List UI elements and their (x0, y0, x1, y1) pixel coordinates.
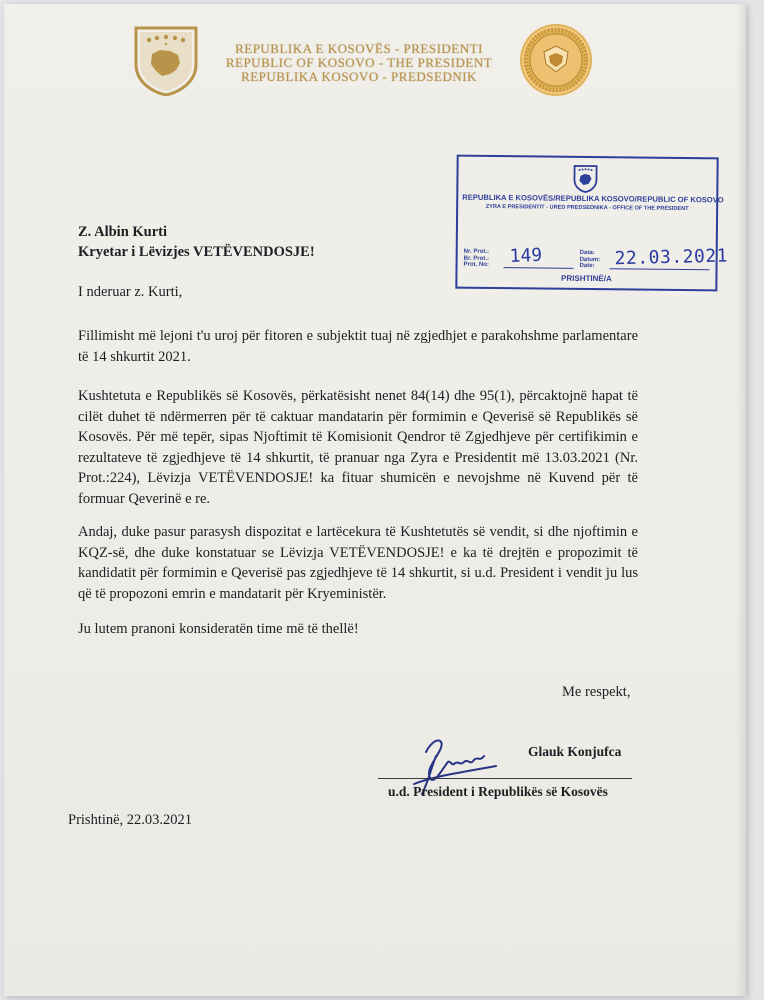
signer-name: Glauk Konjufca (528, 744, 622, 759)
stamp-header-line-1: REPUBLIKA E KOSOVËS/REPUBLIKA KOSOVO/REPUBLIC OF KOSOVO (462, 192, 724, 205)
stamp-date-underline (610, 268, 710, 270)
letterhead-text (204, 42, 514, 84)
registry-stamp (455, 155, 729, 292)
stamp-date-labels (580, 250, 601, 270)
stamp-label: Nr. Prot.: (463, 248, 490, 255)
signer-title: u.d. President i Republikës së Kosovës (388, 784, 608, 799)
addressee-block (78, 222, 315, 262)
body-paragraph: Fillimisht më lejoni t'u uroj për fitoren e subjektit tuaj në zgjedhjet e parakohshme parlamentare të 14 shkurtit 2021. (78, 328, 638, 365)
stamp-protocol-number: 149 (509, 244, 543, 268)
kosovo-coat-of-arms-icon (132, 24, 200, 96)
stamp-emblem-icon (572, 164, 598, 194)
stamp-label: Br. Prot.: (463, 255, 489, 262)
addressee-name: Z. Albin Kurti (78, 224, 168, 240)
presidential-seal-icon (518, 22, 594, 98)
stamp-label: Datum: (579, 256, 601, 263)
letterhead-line-2: REPUBLIC OF KOSOVO - THE PRESIDENT (225, 55, 493, 70)
closing: Me respekt, (562, 684, 631, 700)
letterhead-line-1: REPUBLIKA E KOSOVËS - PRESIDENTI (235, 41, 483, 56)
place-and-date: Prishtinë, 22.03.2021 (68, 812, 193, 828)
stamp-label: Date: (579, 262, 595, 270)
stamp-date: 22.03.2021 (614, 245, 729, 270)
stamp-header-line-2: ZYRA E PRESIDENTIT - URED PREDSEDNIKA - OFFICE OF THE PRESIDENT (485, 203, 689, 213)
stamp-label: Prot. No: (463, 261, 489, 268)
stamp-number-underline (504, 267, 574, 269)
addressee-title: Kryetar i Lëvizjes VETËVENDOSJE! (78, 244, 315, 260)
body-paragraph: Kushtetuta e Republikës së Kosovës, përkatësisht nenet 84(14) dhe 95(1), përcaktojnë hapat të cilët duhet të ndërmerren për të caktuar mandatarin për formimin e Qeverisë së Republikës së Kosovës. Për më tepër, sipas Njoftimit të Komisionit Qendror të Zgjedhjeve për certifikimin e rezultateve të zgjedhjeve të 14 shkurtit, të pranuar nga Zyra e Presidentit më 13.03.2021 (Nr. Prot.:224), Lëvizja VETËVENDOSJE! ka fituar shumicën e nevojshme në Kuvend për të formuar Qeverinë e re. (78, 388, 638, 507)
signature-line (378, 778, 632, 779)
letterhead-line-3: REPUBLIKA KOSOVO - PREDSEDNIK (241, 69, 477, 84)
greeting: I nderuar z. Kurti, (78, 284, 183, 300)
stamp-label: Data: (579, 249, 595, 257)
stamp-city: PRISHTINË/A (561, 273, 612, 284)
stamp-number-labels (464, 249, 490, 269)
letter-sheet (4, 4, 746, 996)
body-paragraph: Andaj, duke pasur parasysh dispozitat e lartëcekura të Kushtetutës së vendit, si dhe njoftimin e KQZ-së, dhe duke konstatuar se Lëvizja VETËVENDOSJE! e ka të drejtën e propozimit të kandidatit për formimin e Qeverisë pas zgjedhjeve të 14 shkurtit, si u.d. President i vendit ju lus që të propozoni emrin e mandatarit për Kryeministër. (78, 524, 638, 602)
body-paragraph: Ju lutem pranoni konsideratën time më të thellë! (78, 621, 359, 637)
